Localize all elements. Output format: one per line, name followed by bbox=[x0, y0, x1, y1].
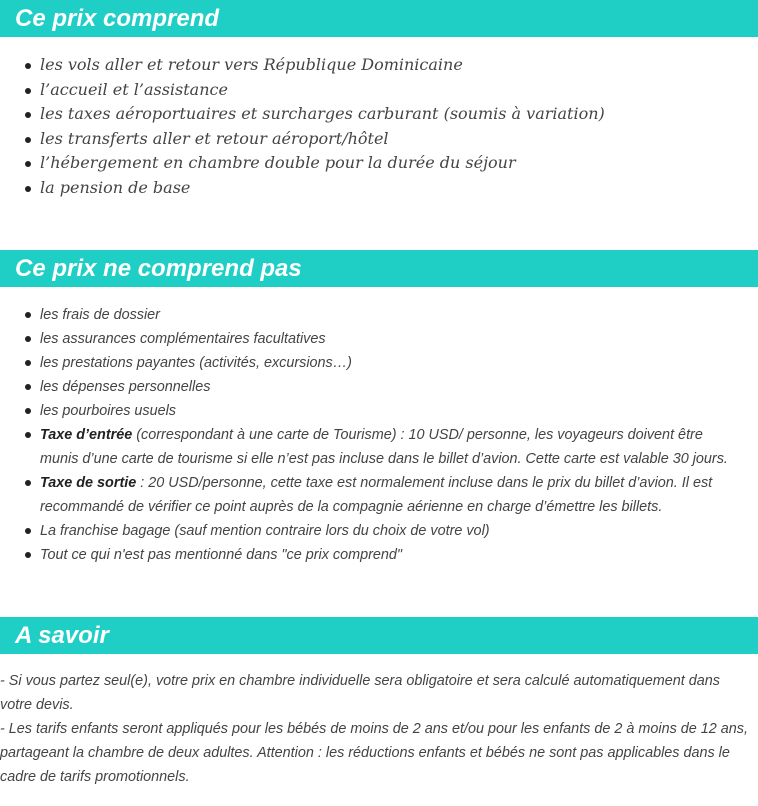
list-item: les prestations payantes (activités, excursions…) bbox=[0, 351, 758, 375]
taxe-entree-text: (correspondant à une carte de Tourisme) : 10 USD/ personne, les voyageurs doivent être munis d’une carte de tourisme si elle n’est pas incluse dans le billet d’avion. Cette carte est valable 30 jours. bbox=[40, 427, 728, 467]
taxe-sortie-text: : 20 USD/personne, cette taxe est normalement incluse dans le prix du billet d’avion. Il est recommandé de vérifier ce point auprès de la compagnie aérienne en charge d’émettre les billets. bbox=[40, 475, 713, 515]
list-item: l’hébergement en chambre double pour la durée du séjour bbox=[0, 151, 758, 176]
taxe-sortie-label: Taxe de sortie bbox=[40, 475, 137, 491]
section-title-ce-prix-ne-comprend-pas: Ce prix ne comprend pas bbox=[0, 250, 758, 287]
list-item: l’accueil et l’assistance bbox=[0, 78, 758, 103]
list-item-taxe-entree bbox=[0, 423, 758, 471]
section-title-ce-prix-comprend: Ce prix comprend bbox=[0, 0, 758, 37]
paragraph: - Les tarifs enfants seront appliqués pour les bébés de moins de 2 ans et/ou pour les enfants de 2 à moins de 12 ans, partageant la chambre de deux adultes. Attention : les réductions enfants et bébés ne sont pas applicables dans le cadre de tarifs promotionnels. bbox=[0, 721, 748, 785]
taxe-entree-label: Taxe d’entrée bbox=[40, 427, 133, 443]
list-item: la pension de base bbox=[0, 176, 758, 201]
excluded-list bbox=[0, 303, 758, 567]
list-item: La franchise bagage (sauf mention contraire lors du choix de votre vol) bbox=[0, 519, 758, 543]
list-item: les dépenses personnelles bbox=[0, 375, 758, 399]
list-item-taxe-sortie bbox=[0, 471, 758, 519]
list-item: les assurances complémentaires facultatives bbox=[0, 327, 758, 351]
list-item: les frais de dossier bbox=[0, 303, 758, 327]
paragraph: - Si vous partez seul(e), votre prix en chambre individuelle sera obligatoire et sera calculé automatiquement dans votre devis. bbox=[0, 673, 720, 713]
list-item: les taxes aéroportuaires et surcharges carburant (soumis à variation) bbox=[0, 102, 758, 127]
included-list bbox=[0, 53, 758, 201]
list-item: Tout ce qui n'est pas mentionné dans "ce prix comprend" bbox=[0, 543, 758, 567]
list-item: les vols aller et retour vers République Dominicaine bbox=[0, 53, 758, 78]
section-title-a-savoir: A savoir bbox=[0, 617, 758, 654]
list-item: les transferts aller et retour aéroport/hôtel bbox=[0, 127, 758, 152]
a-savoir-text bbox=[0, 669, 752, 789]
list-item: les pourboires usuels bbox=[0, 399, 758, 423]
